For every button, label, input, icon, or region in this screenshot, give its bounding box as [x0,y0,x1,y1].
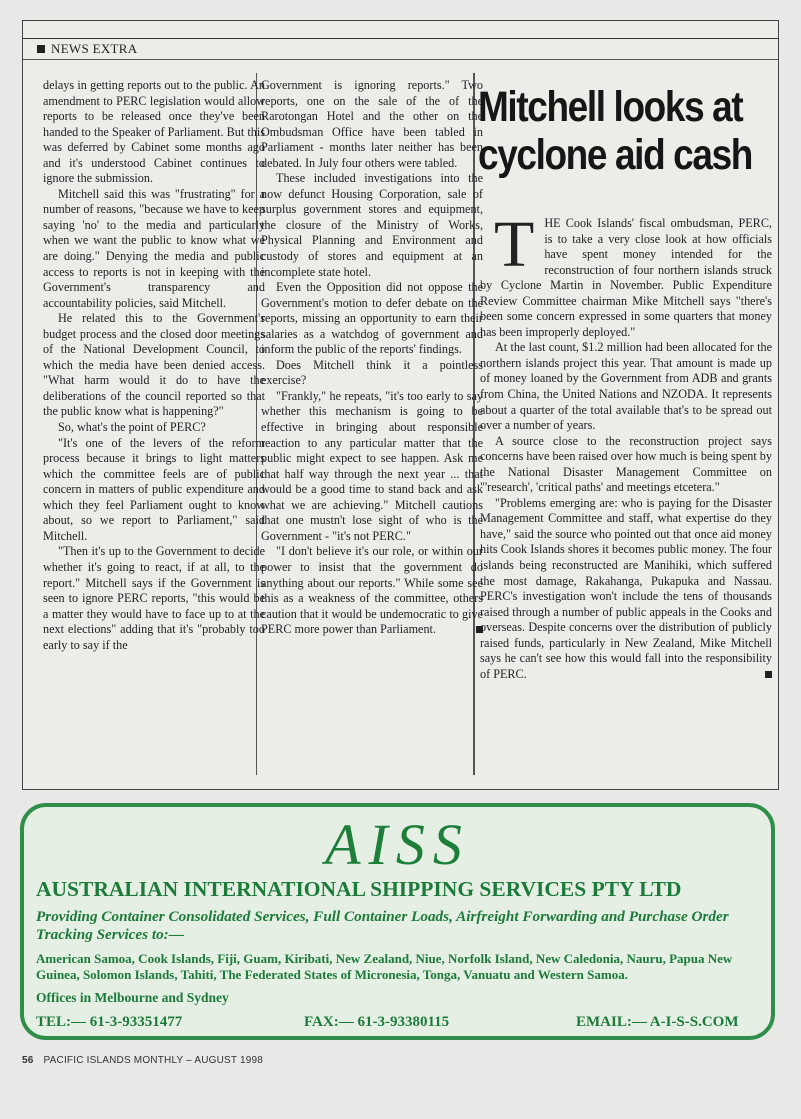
col2-paragraph-last [261,544,483,637]
col1-paragraph: So, what's the point of PERC? [58,420,206,435]
col1-paragraph: delays in getting reports out to the public. An amendment to PERC legislation would allow reports to be released once they've been handed to the Speaker of Parliament. But this was deferred by Cabinet some months ago and it's understood Cabinet continues to ignore the submission. [43,78,265,186]
ad-offices: Offices in Melbourne and Sydney [36,990,229,1005]
section-label-text: NEWS EXTRA [51,41,138,56]
section-label [37,41,137,57]
publication-line: PACIFIC ISLANDS MONTHLY – AUGUST 1998 [43,1055,264,1066]
top-rule [23,38,778,39]
ad-destinations: American Samoa, Cook Islands, Fiji, Guam, Kiribati, New Zealand, Niue, Norfolk Island, New Caledonia, Nauru, Papua New Guinea, Solomon Islands, Tahiti, The Federated States of Micronesia, Tonga, Vanuatu and Western Samoa. [36,951,733,982]
col3-lead-text: HE Cook Islands' fiscal ombudsman, PERC, is to take a very close look at how officials have spent money intended for the reconstruction of four northern islands struck by Cyclone Martin in November. Public Expenditure Review Committee chairman Mike Mitchell says "there's been some concern expressed in some quarters that money has been improperly deployed." [480,216,772,339]
ad-tel: TEL:— 61-3-93351477 [36,1014,183,1030]
end-mark-icon [765,671,772,678]
col3-paragraph: A source close to the reconstruction project says concerns have been raised over how much is being spent by the National Disaster Management Committee on "'research', 'critical paths' and meetings etcetera." [480,433,772,495]
article-column-1 [43,78,265,778]
ad-email: EMAIL:— A-I-S-S.COM [576,1014,739,1030]
article-column-2 [261,78,483,778]
col1-paragraph: Mitchell said this was "frustrating" for a number of reasons, "because we have to keep saying 'no' to the media and particularly when we want the public to know what we are doing." Denying the media and public access to reports is not in keeping with the Government's transparency and accountability policies, said Mitchell. [43,186,265,310]
section-rule [23,59,778,60]
headline-line-2: cyclone aid cash [478,131,752,179]
col2-paragraph: Even the Opposition did not oppose the Government's motion to defer debate on the reports, missing an opportunity to earn their salaries as a watchdog of government and inform the public of the reports' findings. [261,280,483,357]
col2-paragraph: These included investigations into the now defunct Housing Corporation, sale of surplus government stores and equipment, the closure of the Ministry of Works, Physical Planning and Environment and custody of stores and equipment at an incomplete state hotel. [261,171,483,279]
col3-paragraph-last [480,496,772,683]
col2-paragraph: Does Mitchell think it a pointless exercise? [261,357,483,388]
col1-paragraph: "Then it's up to the Government to decide whether it's going to react, if at all, to the report." Mitchell says if the Government is seen to ignore PERC reports, "this would be a matter they would have to face up to at the next elections" adding that it's "probably too early to say if the [43,544,265,652]
aiss-advertisement [20,803,775,1040]
col2-paragraph: "Frankly," he repeats, "it's too early to say whether this mechanism is going to be effective in bringing about responsible reaction to any particular matter that the public might expect to see happen. Ask me that half way through the next year ... that would be a good time to stand back and ask what we are achieving." Mitchell cautions that one mustn't lose sight of who is the Government - "it's not PERC." [261,388,483,543]
col2-last-text: "I don't believe it's our role, or within our power to insist that the government do anything about our reports." While some see this as a weakness of the committee, others caution that it would be undemocratic to give PERC more power than Parliament. [261,544,483,637]
col1-paragraph: "It's one of the levers of the reform process because it brings to light matters which the committee feels are of public concern in matters of public expenditure and which they feel Parliament ought to know about, so we report to Parliament," said Mitchell. [43,435,265,543]
col2-paragraph: Government is ignoring reports." Two reports, one on the sale of the of the Rarotongan Hotel and the other on the Ombudsman Office have been tabled in Parliament - months later neither has been debated. In July four others were tabled. [261,78,483,170]
ad-company-name: AUSTRALIAN INTERNATIONAL SHIPPING SERVICES PTY LTD [36,877,682,901]
drop-cap: T [494,208,535,281]
col3-paragraph: At the last count, $1.2 million had been allocated for the northern islands project this year. That amount is made up of money loaned by the Government from ADB and grants from China, the United Nations and NZODA. It represents about a quarter of the total available that's to be spread out over a number of years. [480,340,772,433]
article-column-3-body [480,208,772,682]
ad-services: Providing Container Consolidated Services, Full Container Loads, Airfreight Forwarding and Purchase Order Tracking Services to:— [36,908,729,943]
col3-paragraph-lead [480,208,772,340]
headline-line-1: Mitchell looks at [478,83,743,131]
col1-paragraph: He related this to the Government's budget process and the closed door meetings of the National Development Council, to which the media have been denied access. "What harm would it do to have the deliberations of the council reported so that the public know what is happening?" [43,311,265,419]
ad-fax: FAX:— 61-3-93380115 [304,1014,450,1030]
page-number: 56 [22,1055,34,1066]
news-extra-box [22,20,779,790]
col3-last-text: "Problems emerging are: who is paying for the Disaster Management Committee and staff, what expertise do they have," said the source who pointed out that once aid money hits Cook Islands shores it becomes public money. The four islands being reconstructed are Manihiki, which suffered the most damage, Rakahanga, Pukapuka and Nassau. PERC's investigation won't include the tens of thousands raised through a number of public appeals in the Cooks and overseas. Despite concerns over the distribution of publicly raised funds, particularly in New Zealand, Mike Mitchell says he can't see how this would fall into the responsibility of PERC. [480,495,772,681]
aiss-logo: AISS [325,812,470,877]
article-column-3 [480,78,772,778]
page-footer [22,1055,263,1066]
section-square-icon [37,45,45,53]
